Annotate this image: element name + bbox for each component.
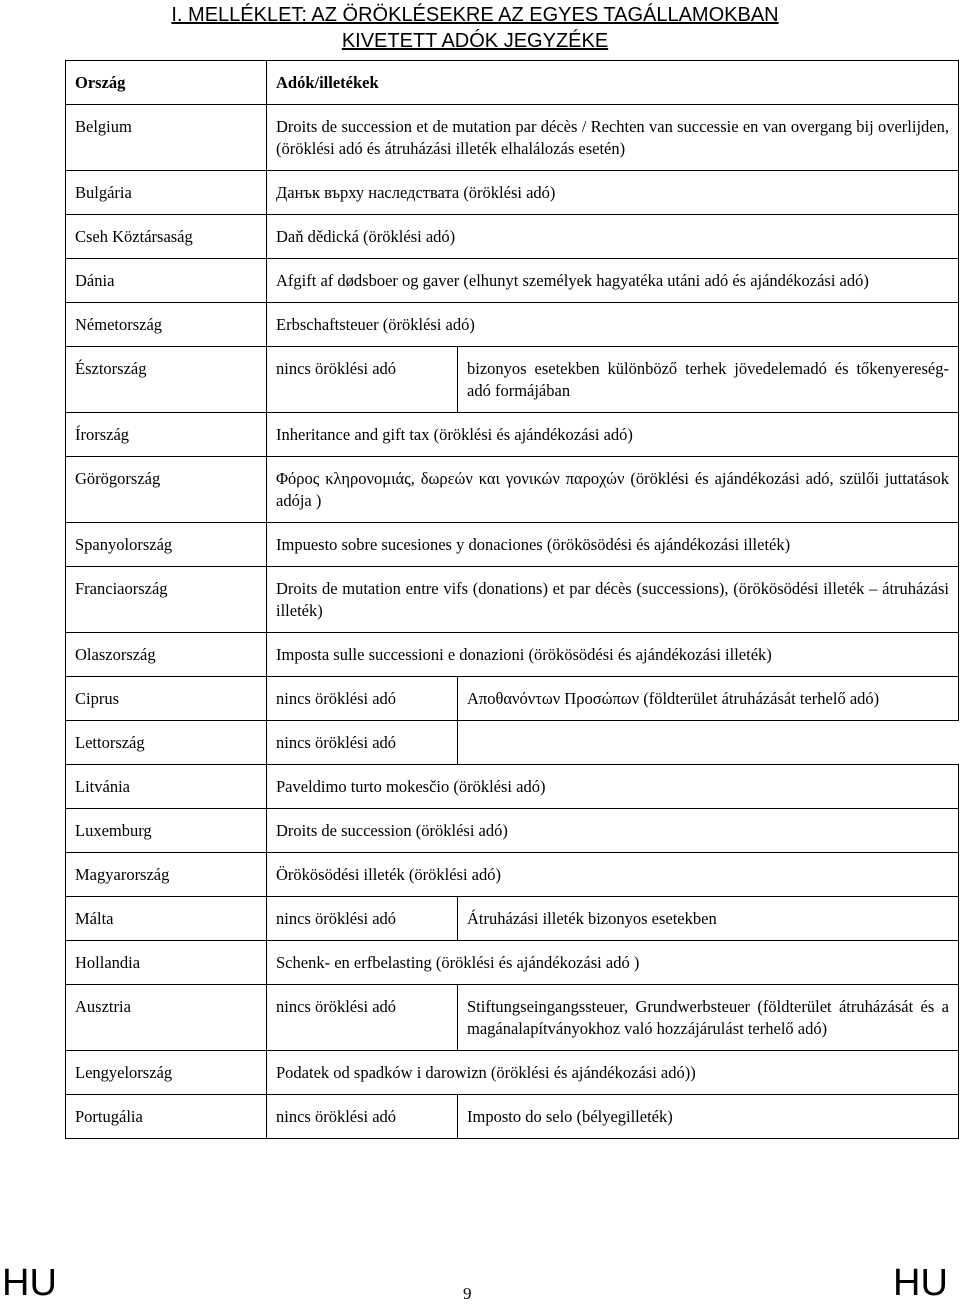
inheritance-tax-table (65, 60, 959, 1139)
tax-description-cell: Droits de mutation entre vifs (donations) et par décès (successions), (örökösödési illeték – átruházási illeték) (267, 567, 959, 633)
table-row (66, 677, 959, 721)
country-cell: Írország (66, 413, 267, 457)
note-cell: Átruházási illeték bizonyos esetekben (458, 897, 959, 941)
country-cell: Málta (66, 897, 267, 941)
country-cell: Ausztria (66, 985, 267, 1051)
note-cell: Stiftungseingangssteuer, Grundwerbsteuer (földterület átruházását és a magánalapítványokhoz való hozzájárulást terhelő adó) (458, 985, 959, 1051)
table-row (66, 633, 959, 677)
status-cell: nincs öröklési adó (267, 677, 458, 721)
status-cell: nincs öröklési adó (267, 347, 458, 413)
table-row (66, 941, 959, 985)
table-row (66, 259, 959, 303)
tax-description-cell: Schenk- en erfbelasting (öröklési és ajándékozási adó ) (267, 941, 959, 985)
table-header-row (66, 61, 959, 105)
country-cell: Lengyelország (66, 1051, 267, 1095)
table-row (66, 809, 959, 853)
country-cell: Magyarország (66, 853, 267, 897)
tax-description-cell: Φόρος κληρονομιάς, δωρεών και γονικών παροχών (öröklési és ajándékozási adó, szülői juttatások adója ) (267, 457, 959, 523)
country-cell: Luxemburg (66, 809, 267, 853)
table-row (66, 897, 959, 941)
table-row (66, 567, 959, 633)
table-row (66, 1051, 959, 1095)
note-cell: Αποθανόντων Προσώπων (földterület átruházását terhelő adó) (458, 677, 959, 721)
tax-description-cell: Droits de succession et de mutation par décès / Rechten van successie en van overgang bij overlijden, (öröklési adó és átruházási illeték elhalálozás esetén) (267, 105, 959, 171)
page-number: 9 (463, 1284, 472, 1303)
status-cell: nincs öröklési adó (267, 1095, 458, 1139)
table-row (66, 721, 959, 765)
table-row (66, 853, 959, 897)
note-cell: bizonyos esetekben különböző terhek jövedelemadó és tőkenyereség-adó formájában (458, 347, 959, 413)
country-cell: Görögország (66, 457, 267, 523)
tax-table-body (66, 61, 959, 1139)
tax-description-cell: Paveldimo turto mokesčio (öröklési adó) (267, 765, 959, 809)
country-cell: Dánia (66, 259, 267, 303)
table-row (66, 765, 959, 809)
status-cell: nincs öröklési adó (267, 985, 458, 1051)
country-cell: Bulgária (66, 171, 267, 215)
header-country: Ország (66, 61, 267, 105)
table-row (66, 347, 959, 413)
table-row (66, 1095, 959, 1139)
country-cell: Hollandia (66, 941, 267, 985)
table-row (66, 523, 959, 567)
header-taxes: Adók/illetékek (267, 61, 959, 105)
tax-description-cell: Erbschaftsteuer (öröklési adó) (267, 303, 959, 347)
tax-description-cell: Impuesto sobre sucesiones y donaciones (örökösödési és ajándékozási illeték) (267, 523, 959, 567)
country-cell: Spanyolország (66, 523, 267, 567)
status-cell: nincs öröklési adó (267, 897, 458, 941)
country-cell: Németország (66, 303, 267, 347)
tax-description-cell: Podatek od spadków i darowizn (öröklési és ajándékozási adó)) (267, 1051, 959, 1095)
country-cell: Portugália (66, 1095, 267, 1139)
empty-cell (458, 721, 959, 765)
tax-description-cell: Afgift af dødsboer og gaver (elhunyt személyek hagyatéka utáni adó és ajándékozási adó) (267, 259, 959, 303)
country-cell: Olaszország (66, 633, 267, 677)
table-row (66, 215, 959, 259)
country-cell: Litvánia (66, 765, 267, 809)
table-row (66, 457, 959, 523)
status-cell: nincs öröklési adó (267, 721, 458, 765)
tax-description-cell: Inheritance and gift tax (öröklési és ajándékozási adó) (267, 413, 959, 457)
country-cell: Cseh Köztársaság (66, 215, 267, 259)
annex-title-line-1: I. MELLÉKLET: AZ ÖRÖKLÉSEKRE AZ EGYES TAGÁLLAMOKBAN (171, 4, 779, 26)
table-row (66, 985, 959, 1051)
tax-description-cell: Daň dědická (öröklési adó) (267, 215, 959, 259)
country-cell: Ciprus (66, 677, 267, 721)
tax-description-cell: Droits de succession (öröklési adó) (267, 809, 959, 853)
country-cell: Belgium (66, 105, 267, 171)
language-code-right: HU (893, 1262, 948, 1304)
tax-description-cell: Örökösödési illeték (öröklési adó) (267, 853, 959, 897)
tax-description-cell: Данък върху наследствата (öröklési adó) (267, 171, 959, 215)
note-cell: Imposto do selo (bélyegilleték) (458, 1095, 959, 1139)
table-row (66, 171, 959, 215)
language-code-left: HU (2, 1262, 57, 1304)
annex-title-line-2: KIVETETT ADÓK JEGYZÉKE (341, 30, 609, 52)
country-cell: Lettország (66, 721, 267, 765)
country-cell: Franciaország (66, 567, 267, 633)
tax-description-cell: Imposta sulle successioni e donazioni (örökösödési és ajándékozási illeték) (267, 633, 959, 677)
table-row (66, 303, 959, 347)
country-cell: Észtország (66, 347, 267, 413)
table-row (66, 413, 959, 457)
table-row (66, 105, 959, 171)
annex-title (60, 2, 890, 54)
